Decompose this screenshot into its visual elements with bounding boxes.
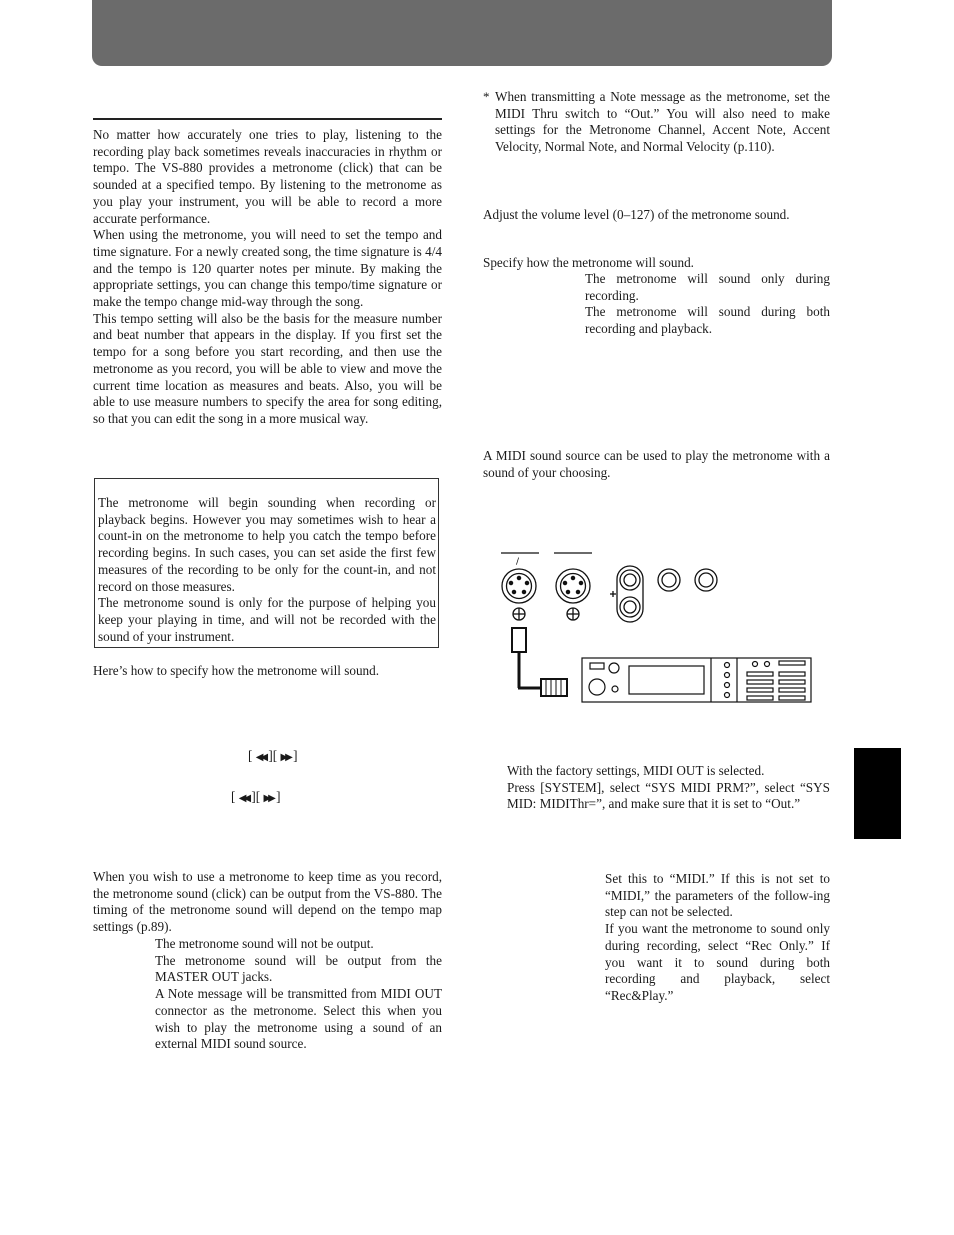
- midi-sound-module: [582, 658, 811, 702]
- output-options: [155, 936, 442, 1053]
- section-rule: [93, 118, 442, 120]
- set-midi-paragraph: Set this to “MIDI.” If this is not set to “MIDI,” the parameters of the follow-ing step can not be selected.: [605, 871, 830, 920]
- note-paragraph: The metronome will begin sounding when recording or playback begins. However you may sometimes wish to hear a count-in on the metronome to help you catch the tempo before recording begins. In such cases, you can set aside the first few measures of the recording to be only for the count-in, and not record on those measures.: [98, 495, 436, 594]
- asterisk-note: When transmitting a Note message as the metronome, set the MIDI Thru switch to “Out.” You will also need to make settings for the Metronome Channel, Accent Note, Accent Velocity, Normal Note, and Normal Velocity (p.110).: [495, 89, 830, 155]
- note-paragraph: The metronome sound is only for the purpose of helping you keep your playing in time, and will not be recorded with the sound of your instrument.: [98, 595, 436, 644]
- midi-source-text: A MIDI sound source can be used to play the metronome with a sound of your choosing.: [483, 448, 830, 480]
- fast-forward-icon: ▶▶: [280, 752, 290, 763]
- factory-line: With the factory settings, MIDI OUT is selected.: [507, 763, 765, 778]
- mode-options: [585, 271, 830, 338]
- fast-forward-icon: ▶▶: [263, 793, 273, 804]
- mode-option: The metronome will sound during both recording and playback.: [585, 304, 830, 337]
- intro-paragraph: No matter how accurately one tries to play, listening to the recording play back sometimes reveals inaccuracies in rhythm or tempo. The VS-880 provides a metronome (click) that can be sounded at a specified tempo. By listening to the metronome as you play your instrument, you will be able to record a more accurate performance.: [93, 127, 442, 226]
- mode-option: The metronome will sound only during recording.: [585, 271, 830, 303]
- locate-buttons-2: [ ◀◀ ][ ▶▶ ]: [231, 789, 281, 804]
- set-midi-text: [605, 871, 830, 1005]
- note-box: [94, 478, 439, 648]
- factory-line: Press [SYSTEM], select “SYS MIDI PRM?”, select “SYS MID: MIDIThr=”, and make sure that it is set to “Out.”: [507, 779, 830, 812]
- intro-text: [93, 127, 442, 428]
- output-option: A Note message will be transmitted from MIDI OUT connector as the metronome. Select this when you wish to play the metronome using a sound of an external MIDI sound source.: [155, 986, 442, 1052]
- midi-cable: [512, 628, 567, 696]
- midi-connection-diagram: [495, 548, 815, 708]
- rewind-icon: ◀◀: [255, 752, 266, 763]
- volume-text: Adjust the volume level (0–127) of the metronome sound.: [483, 207, 790, 222]
- locate-buttons-1: [ ◀◀ ][ ▶▶ ]: [248, 748, 298, 763]
- how-to-text: Here’s how to specify how the metronome will sound.: [93, 663, 380, 678]
- rca-jacks: [610, 566, 643, 622]
- chapter-header-bar: [92, 0, 832, 66]
- output-intro: When you wish to use a metronome to keep time as you record, the metronome sound (click) can be output from the VS-880. The timing of the metronome sound will depend on the tempo map settings (p.89).: [93, 869, 442, 935]
- diagram-slash: /: [516, 557, 520, 567]
- mode-intro: Specify how the metronome will sound.: [483, 255, 694, 270]
- rewind-icon: ◀◀: [238, 793, 249, 804]
- output-option: The metronome sound will not be output.: [155, 936, 374, 951]
- factory-settings-text: [507, 763, 830, 813]
- chapter-side-tab: [854, 748, 901, 839]
- midi-out-jack: [502, 569, 536, 620]
- intro-paragraph: When using the metronome, you will need to set the tempo and time signature. For a newly created song, the time signature is 4/4 and the tempo is 120 quarter notes per minute. By making the appropriate settings, you can change this tempo/time signature or make the tempo change mid-way through the song.: [93, 227, 442, 310]
- output-option: The metronome sound will be output from the MASTER OUT jacks.: [155, 952, 442, 985]
- midi-in-jack: [556, 569, 590, 620]
- intro-paragraph: This tempo setting will also be the basis for the measure number and beat number that appears in the display. If you first set the tempo for a song before you start recording, and then use the metronome as you record, you will be able to view and move the current time location as measures and beats. Also, you will be able to use measure numbers to specify the area for song editing, so that you can edit the song in a more musical way.: [93, 310, 442, 426]
- phone-jacks: [658, 569, 717, 591]
- asterisk-mark: *: [483, 89, 490, 104]
- set-midi-paragraph: If you want the metronome to sound only during recording, select “Rec Only.” If you want it to sound during both recording and playback, select “Rec&Play.”: [605, 921, 830, 1003]
